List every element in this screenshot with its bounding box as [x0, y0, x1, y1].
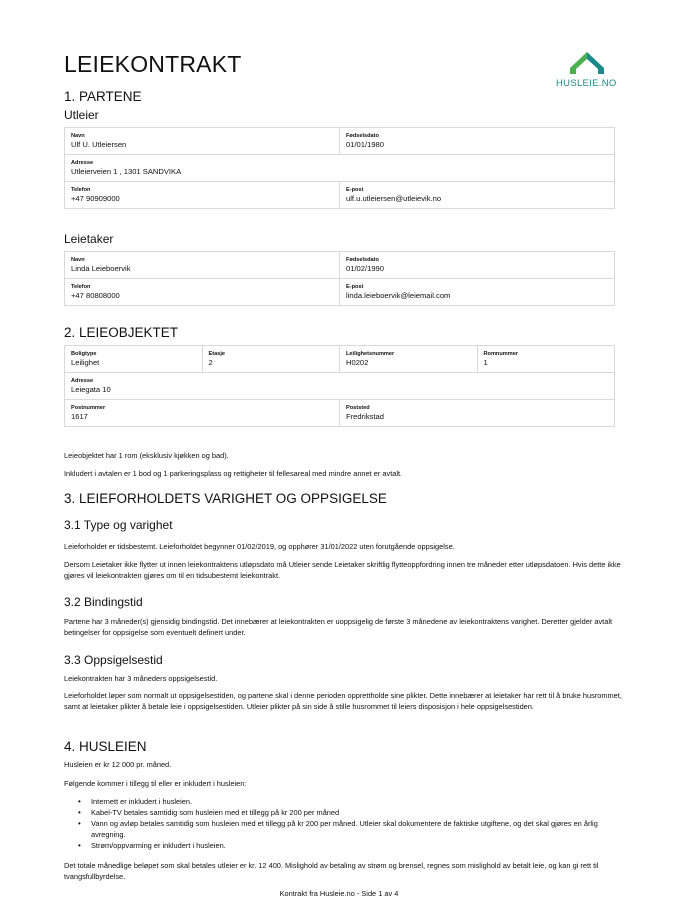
- leietaker-phone: +47 80808000: [71, 291, 120, 300]
- field-label: Navn: [71, 133, 85, 139]
- section-1-heading: 1. PARTENE: [64, 89, 142, 104]
- husleie-total-text: Det totale månedlige beløpet som skal betales utleier er kr. 12 400. Mislighold av betaling av strøm og brensel, regnes som mislighold av betalt leie, og kan gi rett til tvangsfullbyrdelse.: [64, 861, 599, 882]
- field-label: E-post: [346, 187, 364, 193]
- boligtype-value: Leilighet: [71, 358, 100, 367]
- section-2-heading: 2. LEIEOBJEKTET: [64, 325, 179, 340]
- utleier-email: ulf.u.utleiersen@utleievik.no: [346, 194, 442, 203]
- field-label: Fødselsdato: [346, 133, 379, 139]
- poststed-value: Fredrikstad: [346, 412, 384, 421]
- field-label: Leilighetsnummer: [346, 351, 395, 357]
- section-3-3-text-1: Leiekontrakten har 3 måneders oppsigelsestid.: [64, 674, 218, 683]
- leieobjekt-address: Leiegata 10: [71, 385, 111, 394]
- section-3-2-heading: 3.2 Bindingstid: [64, 595, 143, 609]
- document-title: LEIEKONTRAKT: [64, 51, 242, 77]
- utleier-birthdate: 01/01/1980: [346, 140, 385, 149]
- list-item: • Kabel-TV betales samtidig som husleien med et tillegg på kr 200 per måned: [78, 807, 618, 818]
- etasje-value: 2: [208, 358, 213, 367]
- leietaker-table: [64, 251, 615, 306]
- leietaker-heading: Leietaker: [64, 232, 114, 246]
- field-label: Etasje: [208, 351, 225, 357]
- section-3-1-text-1: Leieforholdet er tidsbestemt. Leieforholdet begynner 01/02/2019, og opphører 31/01/2022 uten forutgående oppsigelse.: [64, 542, 455, 551]
- leietaker-name: Linda Leieboervik: [71, 264, 131, 273]
- leieobjekt-table: [64, 345, 615, 427]
- postnummer-value: 1617: [71, 412, 88, 421]
- logo-text: HUSLEIE.NO: [556, 78, 617, 89]
- field-label: Romnummer: [483, 351, 518, 357]
- field-label: Postnummer: [71, 405, 106, 411]
- section-3-3-text-2: Leieforholdet løper som normalt ut oppsigelsestiden, og partene skal i denne perioden opprettholde sine plikter. Dette innebærer at leietaker har rett til å bruke husrommet, samt at leietaker plikter å betale leie i oppsigelsestiden. Utleier plikter på sin side å stille husrommet til leiers disposisjon i hele oppsigelsestiden.: [64, 691, 622, 712]
- utleier-table: [64, 127, 615, 209]
- field-label: Fødselsdato: [346, 257, 379, 263]
- list-item: • Internett er inkludert i husleien.: [78, 796, 618, 807]
- field-label: Navn: [71, 257, 85, 263]
- section-3-3-heading: 3.3 Oppsigelsestid: [64, 653, 163, 667]
- utleier-name: Ulf U. Utleiersen: [71, 140, 127, 149]
- section-3-1-heading: 3.1 Type og varighet: [64, 518, 173, 532]
- field-label: Adresse: [71, 378, 94, 384]
- husleie-additions-list: [78, 796, 618, 851]
- husleie-logo: [556, 52, 618, 92]
- leieobjekt-rooms-text: Leieobjektet har 1 rom (eksklusiv kjøkken og bad).: [64, 451, 229, 460]
- utleier-heading: Utleier: [64, 108, 99, 122]
- romnummer-value: 1: [483, 358, 488, 367]
- leieobjekt-included-text: Inkludert i avtalen er 1 bod og 1 parkeringsplass og rettigheter til fellesareal med mindre annet er avtalt.: [64, 469, 403, 478]
- field-label: Boligtype: [71, 351, 97, 357]
- section-3-1-text-2: Dersom Leietaker ikke flytter ut innen leiekontraktens utløpsdato må Utleier sende Leietaker skriftlig flytteoppfordring innen tre måneder etter utløpsdatoen. Hvis dette ikke gjøres vil leiekontrakten gjøres om til en tidsubestemt leiekontrakt.: [64, 560, 621, 581]
- list-item: • Vann og avløp betales samtidig som husleien med et tillegg på kr 200 per måned. Utleier skal dokumentere de faktiske utgiftene, og det skal gjøres en årlig avregning.: [78, 818, 618, 840]
- field-label: Adresse: [71, 160, 94, 166]
- leietaker-email: linda.leieboervik@leiemail.com: [346, 291, 451, 300]
- section-4-heading: 4. HUSLEIEN: [64, 739, 147, 754]
- field-label: E-post: [346, 284, 364, 290]
- utleier-address: Utleierveien 1 , 1301 SANDVIKA: [71, 167, 182, 176]
- utleier-phone: +47 90909000: [71, 194, 120, 203]
- page-footer: Kontrakt fra Husleie.no - Side 1 av 4: [279, 889, 399, 898]
- husleie-amount-text: Husleien er kr 12 000 pr. måned.: [64, 760, 172, 769]
- leietaker-birthdate: 01/02/1990: [346, 264, 385, 273]
- section-3-heading: 3. LEIEFORHOLDETS VARIGHET OG OPPSIGELSE: [64, 491, 387, 506]
- field-label: Telefon: [71, 187, 91, 193]
- leilighetsnummer-value: H0202: [346, 358, 369, 367]
- list-item: • Strøm/oppvarming er inkludert i husleien.: [78, 840, 618, 851]
- section-3-2-text-1: Partene har 3 måneder(s) gjensidig bindingstid. Det innebærer at leiekontrakten er uoppsigelig de første 3 månedene av leiekontraktens varighet. Deretter gjelder avtalt betingelser for oppsigelse som eventuelt definert under.: [64, 617, 613, 638]
- field-label: Telefon: [71, 284, 91, 290]
- husleie-additions-intro: Følgende kommer i tillegg til eller er inkludert i husleien:: [64, 779, 247, 788]
- field-label: Poststed: [346, 405, 370, 411]
- house-roof-icon: [570, 52, 604, 74]
